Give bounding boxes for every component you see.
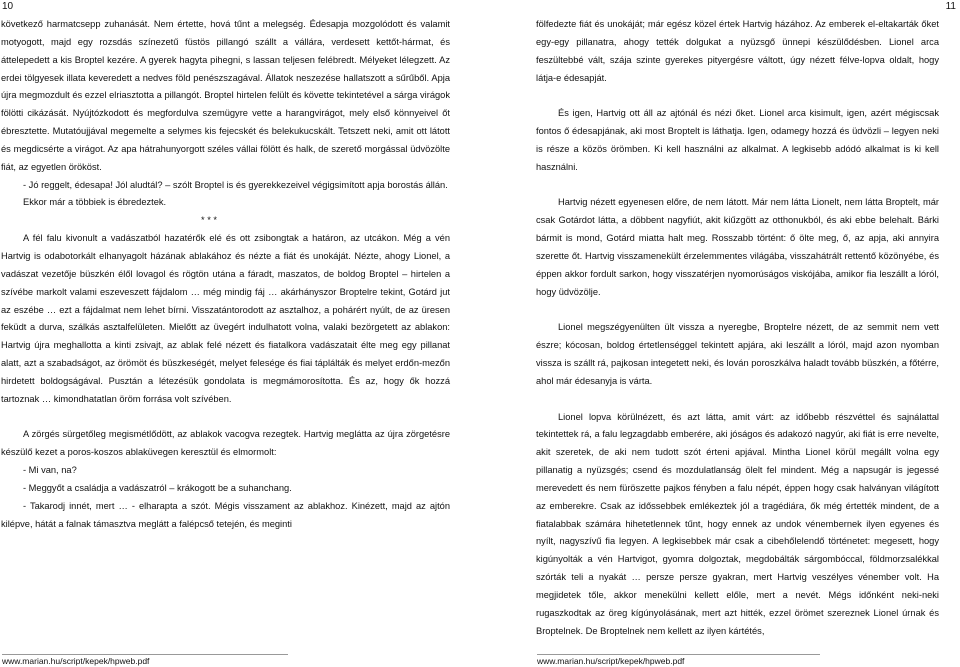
section-separator: * * *: [201, 215, 218, 226]
dialogue-line: - Mi van, na?: [23, 465, 77, 476]
paragraph: Lionel megszégyenülten ült vissza a nyeregbe, Broptelre nézett, de az semmit nem vett észre; kócosan, boldog értetlenséggel tekintett apjára, aki leszállt a lóról, majd azon nyomban vissza is szállt rá, pajkosan integetett neki, és lován poroszkálva haladt tovább büszkén, a főtérre, ahol már édesanyja is várta.: [536, 322, 939, 386]
dialogue-line: - Jó reggelt, édesapa! Jól aludtál? – szólt Broptel is és gyerekkezeivel végigsimított apja borostás állán.: [23, 179, 448, 190]
dialogue-line: - Meggyőt a családja a vadászatról – krákogott be a suhanchang.: [23, 482, 292, 493]
paragraph: A zörgés sürgetőleg megismétlődött, az ablakok vacogva rezegtek. Hartvig meglátta az újra zörgetésre készülő kezet a poros-koszos ablaküvegen keresztül és elmormolt:: [1, 429, 450, 458]
paragraph: következő harmatcsepp zuhanását. Nem értette, hová tűnt a melegség. Édesapja mozgolódott és valamit motyogott, majd egy rozsdás színezetű füstös pillangó szállt a vállára, verdesett kettőt-hármat, és áttelepedett a kis Broptel kezére. A gyerek hagyta pihegni, s lassan teljesen felébredt. Mélyeket lélegzett. Az erdei tölgyesek illata keveredett a nedves föld penészszagával. Állatok neszezése hallatszott a sűrűből. Apja újra megmozdult és ezzel elriasztotta a pillangót. Broptel hirtelen felült és követte tekintetével a sárga virágok fölötti cikázását. Nyújtózkodott és megfordulva szemügyre vette a harangvirágot, mely első könnyeivel őt ébresztette. Mutatóujjával megemelte a selymes kis fejecskét és belekukucskált. Tetszett neki, amit ott látott és megdicsérte a virágot. Az apa hátrahunyorgott széles vállai fölött és halk, de szerető morgással üdvözölte fiát, az egyetlen örököst.: [1, 19, 450, 172]
footer-url: www.marian.hu/script/kepek/hpweb.pdf: [2, 656, 150, 666]
paragraph: És igen, Hartvig ott áll az ajtónál és nézi őket. Lionel arca kisimult, igen, azért mégiscsak fontos ő édesapjának, aki most Broptelt is láthatja. Igen, odamegy hozzá és üdvözli – legyen neki is része a közös örömben. Ki kell használni az alkalmat. A legkisebb adódó alkalmat is ki kell használni.: [536, 108, 939, 172]
page-number: 11: [945, 1, 956, 12]
footer-rule: [537, 654, 820, 655]
paragraph: A fél falu kivonult a vadászatból hazatérők elé és ott zsibongtak a határon, az utcákon. Még a vén Hartvig is odabotorkált elhanyagolt házának ablakához és nézte a fiát és unokáját. Nézte, ahogy Lionel, a vadászat vezetője büszkén élől lovagol és rögtön utána a fáradt, maszatos, de boldog Broptel – hirtelen a szívébe markolt valami eszeveszett fájdalom … még mindig fáj … akárhányszor Broptelre tekint, Gotárd jut az eszébe … ezt a fájdalmat nem lehet bírni. Visszatántorodott az asztalhoz, a pohárért nyúlt, de az üresen feküdt a durva, szálkás asztalfelületen. Mielőtt az üvegért indulhatott volna, valaki bezörgetett az ablakon: Hartvig újra meghallotta a kinti zsivajt, az ablak felé nézett és fiatalkora vadászatait élte meg egy pillanat alatt, azt a szabadságot, az örömöt és büszkeségét, melyet felesége és fiai táplálták és melyet erdőn-mezőn hirdetett boldogságával. Pusztán a létezésük gondolata is megmámorosította. És az, hogy ők hozzá tartoznak … kimondhatatlan öröm forrása volt szívében.: [1, 233, 450, 404]
footer-url: www.marian.hu/script/kepek/hpweb.pdf: [537, 656, 685, 666]
footer-rule: [2, 654, 288, 655]
right-page: [480, 0, 960, 667]
left-text-column: [1, 16, 450, 533]
paragraph: fölfedezte fiát és unokáját; már egész közel értek Hartvig házához. Az emberek el-eltakarták őket egy-egy pillanatra, ahogy tették dolgukat a nyüzsgő ünnepi készülődésben. Lionel arca feszültebbé vált, szája szinte gyerekes pityergésre váltott, úgy nézett félve-lopva oldalt, hogy látja-e édesapját.: [536, 19, 939, 83]
right-text-column: [536, 16, 939, 641]
paragraph: Hartvig nézett egyenesen előre, de nem látott. Már nem látta Lionelt, nem látta Broptelt, már csak Gotárdot látta, a döbbent nagyfiút, akit kiűzgött az otthonukból, és aki ebbe belehalt. Bárki bármit is mond, Gotárd miatta halt meg. Rosszabb történt: ő ölte meg, ő, az apja, aki annyira szerette őt. Hartvig visszamenekült érzelemmentes világába, visszahátrált rettentő közönyébe, és éppen akkor fordult sarkon, hogy visszatérjen nyomorúságos viskójába, amikor fia leszállt a lóról, hogy üdvözölje.: [536, 197, 939, 297]
paragraph: Ekkor már a többiek is ébredeztek.: [23, 197, 167, 208]
dialogue-line: - Takarodj innét, mert … - elharapta a szót. Mégis visszament az ablakhoz. Kinézett, majd az ajtón kilépve, hátát a falnak támasztva meglátt a falépcső tetején, és meginti: [1, 500, 450, 529]
paragraph: Lionel lopva körülnézett, és azt látta, amit várt: az időbebb részvéttel és sajnálattal tekintettek rá, a falu legzagdabb emberére, aki jóságos és adakozó nagyúr, aki fiát is erre nevelte, akit szeretek, de aki nem tudott szót érteni apjával. Mintha Lionel körül megállt volna egy pillanatig a nyüzsgés; csend és mozdulatlanság ölelt fel mindent. Még a napsugár is jegessé merevedett és nem füröszette pajkos fényben a falu népét, éppen hogy csak halványan világított az emberekre. Csak az időssebbek emlékeztek jól a tragédiára, ők még értették mindent, de a fiatalabbak számára hihetetlennek tűnt, hogy ennek az undok vénembernek ilyen egyenes és nyílt, nagyszívű fia legyen. A legkisebbek már csak a cibehőlelendő történetet: megesett, hogy kigúnyolták a vén Hartvigot, gyomra dolgoztak, megdobálták sárgombóccal, földmorzsalékkal szórták teli a nyakát … persze persze gyakran, mert Hartvig veszélyes vénember volt. Ha megjidetek tőle, akkor menekülni kellett előle, mert a nevét. Mégs időnként neki-neki rugaszkodtak az öreg kígúnyolásának, mert azt hitték, ezzel örömet szereznek Lionel úrnak és Broptelnek. De Broptelnek nem kellett az ilyen kártétés,: [536, 411, 939, 636]
page-number: 10: [2, 1, 14, 12]
